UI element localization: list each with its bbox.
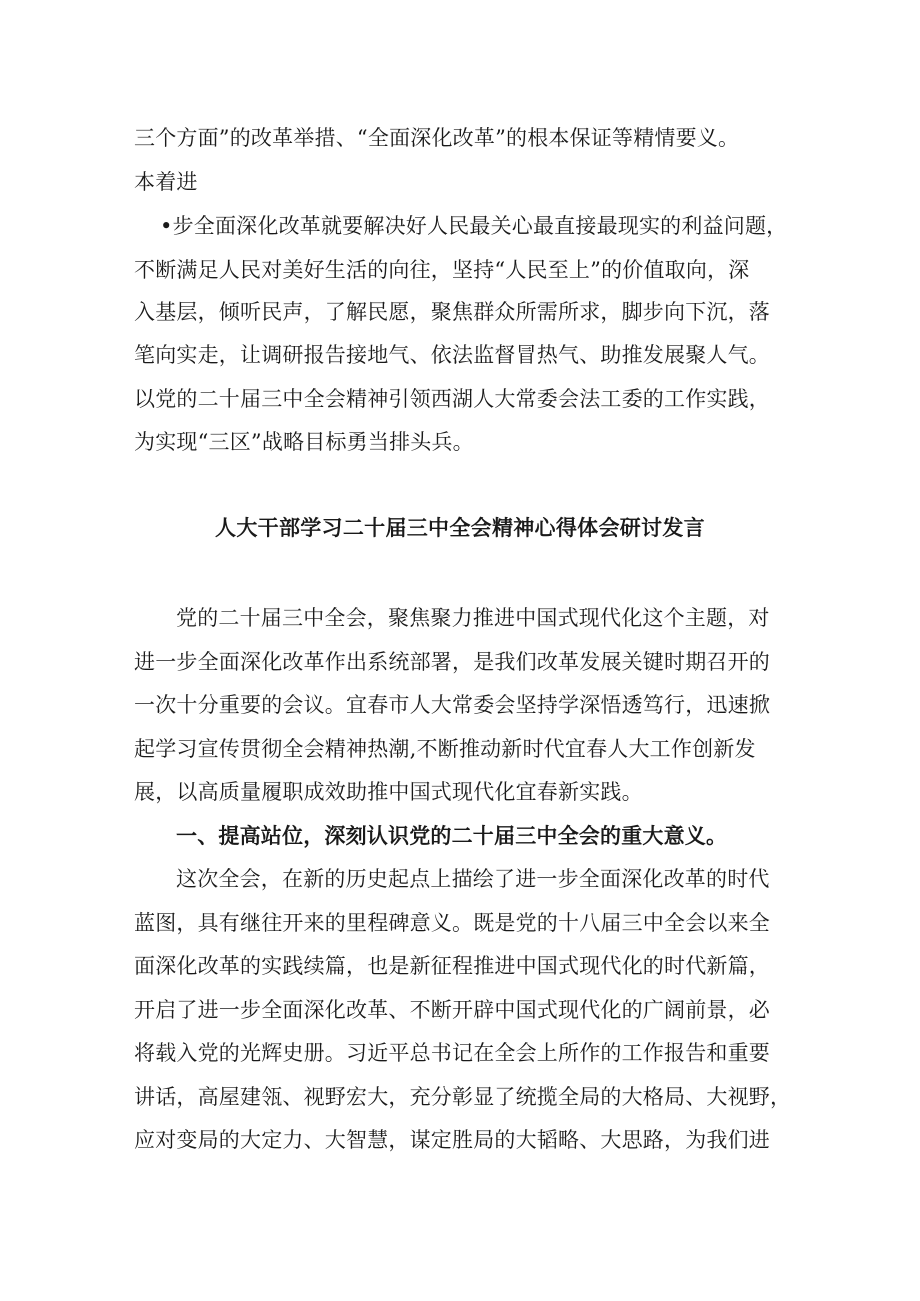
intro-line-3-text: •步全面深化改革就要解决好人民最关心最直接最现实的利益问题， xyxy=(160,214,788,238)
para2-line-5: 将载入党的光辉史册。习近平总书记在全会上所作的工作报告和重要 xyxy=(134,1041,770,1065)
para2-line-7: 应对变局的大定力、大智慧，谋定胜局的大韬略、大思路，为我们进 xyxy=(134,1128,770,1152)
intro-line-3 xyxy=(160,211,800,241)
para1-line-5: 展，以高质量履职成效助推中国式现代化宜春新实践。 xyxy=(134,780,643,804)
section-heading-1: 一、提高站位，深刻认识党的二十届三中全会的重大意义。 xyxy=(176,823,728,848)
para2-line-1: 这次全会，在新的历史起点上描绘了进一步全面深化改革的时代 xyxy=(176,867,770,891)
intro-line-4: 不断满足人民对美好生活的向往，坚持“人民至上”的价值取向，深 xyxy=(134,258,750,282)
article-title: 人大干部学习二十届三中全会精神心得体会研讨发言 xyxy=(215,515,705,540)
intro-line-5: 入基层，倾听民声，了解民愿，聚焦群众所需所求，脚步向下沉，落 xyxy=(134,300,770,324)
intro-line-1: 三个方面”的改革举措、“全面深化改革”的根本保证等精情要义。 xyxy=(134,126,740,150)
intro-line-6: 笔向实走，让调研报告接地气、依法监督冒热气、助推发展聚人气。 xyxy=(134,343,770,367)
intro-line-7: 以党的二十届三中全会精神引领西湖人大常委会法工委的工作实践， xyxy=(134,387,770,411)
para2-line-2: 蓝图，具有继往开来的里程碑意义。既是党的十八届三中全会以来全 xyxy=(134,911,770,935)
para1-line-4: 起学习宣传贯彻全会精神热潮,不断推动新时代宜春人大工作创新发 xyxy=(134,737,756,761)
para2-line-3: 面深化改革的实践续篇，也是新征程推进中国式现代化的时代新篇， xyxy=(134,954,770,978)
intro-line-2: 本着进 xyxy=(134,170,198,194)
para1-line-1: 党的二十届三中全会，聚焦聚力推进中国式现代化这个主题，对 xyxy=(176,606,770,630)
para1-line-2: 进一步全面深化改革作出系统部署，是我们改革发展关键时期召开的 xyxy=(134,650,770,674)
para1-line-3: 一次十分重要的会议。宜春市人大常委会坚持学深悟透笃行，迅速掀 xyxy=(134,693,770,717)
para2-line-4: 开启了进一步全面深化改革、不断开辟中国式现代化的广阔前景，必 xyxy=(134,998,770,1022)
para2-line-6: 讲话，高屋建瓴、视野宏大，充分彰显了统揽全局的大格局、大视野， xyxy=(134,1085,792,1109)
intro-line-8: 为实现“三区”战略目标勇当排头兵。 xyxy=(134,430,474,454)
